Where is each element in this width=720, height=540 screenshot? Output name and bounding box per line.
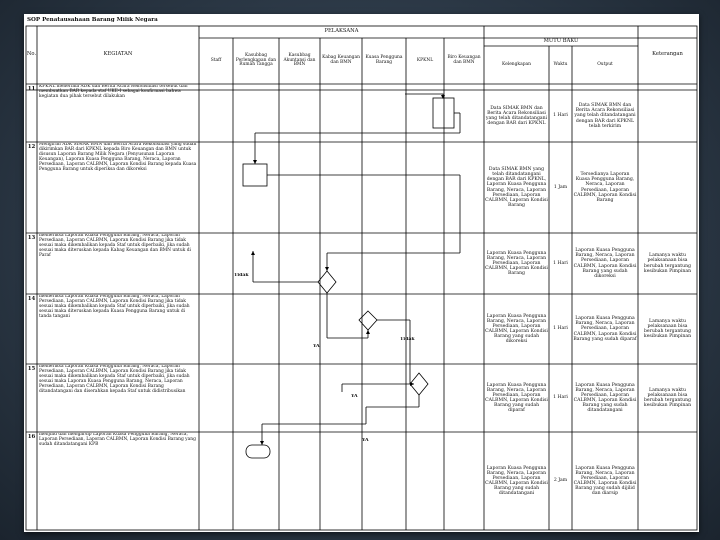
header-mutu-output: Output xyxy=(597,61,613,67)
row-12-waktu: 1 Jam xyxy=(553,184,568,190)
row-14-kegiatan: memeriksa Laporan Kuasa Pengguna Barang, Neraca, Laporan Persediaan, Laporan CALBMN, Laporan Kondisi Barang jika tidak sesuai maka dikembalikan kepada Staf untuk diperbaiki, jika sudah sesuai maka diteruskan kepada Kuasa Pengguna Barang untuk di tanda tangani xyxy=(39,295,190,319)
row-11-keterangan xyxy=(639,90,696,142)
header-actor-kasubbag-perlengkapan: Kasubbag Perlengkapan dan Rumah Tangga xyxy=(235,52,277,68)
header-actor-kabag: Kabag Keuangan dan BMN xyxy=(322,55,360,65)
row-11-kegiatan: KPKNL menerima ADK dan Berita Acara Rekonsiliasi tersebut dan membuatkan BAR kepada staf UKE-I sebagai konfirmasi bahwa kegiatan dua pihak tersebut dilakukan xyxy=(39,85,188,99)
flow-label-ya-2: YA xyxy=(351,394,358,399)
row-12-no: 12 xyxy=(27,144,36,150)
row-16-keterangan xyxy=(639,432,696,530)
header-no: No. xyxy=(26,51,37,58)
flow-label-ya-1: YA xyxy=(313,344,320,349)
row-13-keterangan: Lamanya waktu pelaksanaan bisa berubah tergantung kesibukan Pimpinan xyxy=(643,253,692,274)
document-title: SOP Penatausahaan Barang Milik Negara xyxy=(27,17,158,23)
sop-sheet xyxy=(24,14,699,532)
row-12-keterangan xyxy=(639,142,696,233)
header-actor-biro: Biro Keuangan dan BMN xyxy=(447,55,481,65)
row-16-no: 16 xyxy=(27,434,36,440)
row-12-kegiatan: Mengirim ADK SIMAK BMN dan Berita Acara Rekonsiliasi yang sudah dikirimkan BAR dari KPKNL kepada Biro Keuangan dan BMN untuk disusun Laporan Barang Milik Negara (Penyusunan Laporan Keuangan), Laporan Kuasa Pengguna Barang, Neraca, Laporan Persediaan, Laporan CALBMN, Laporan Kondisi Barang kepada Kuasa Pengguna Barang untuk diperiksa dan dikoreksi xyxy=(39,143,197,172)
header-actor-kpb: Kuasa Pengguna Barang xyxy=(365,55,403,65)
flow-label-ya-3: YA xyxy=(362,438,369,443)
row-13-waktu: 1 Hari xyxy=(553,260,568,266)
row-14-kelengkapan: Laporan Kuasa Pengguna Barang, Neraca, Laporan Persediaan, Laporan CALBMN, Laporan Kondisi Barang yang sudah dikoreksi xyxy=(485,313,548,345)
decision-akuntansi xyxy=(318,271,336,293)
row-11-kelengkapan: Data SIMAK BMN dan Berita Acara Rekonsiliasi yang telah ditandatangani dengan BAR dari KPKNL xyxy=(485,105,548,127)
header-mutu-waktu: Waktu xyxy=(553,61,568,67)
row-14-output: Laporan Kuasa Pengguna Barang, Neraca, Laporan Persediaan, Laporan CALBMN, Laporan Kondisi Barang yang sudah diparaf xyxy=(573,316,637,342)
row-16-output: Laporan Kuasa Pengguna Barang, Neraca, Laporan Persediaan, Laporan CALBMN, Laporan Kondisi Barang yang sudah dijilid dan diarsip xyxy=(573,465,637,497)
row-14-waktu: 1 Hari xyxy=(553,326,568,332)
row-12-kelengkapan: Data SIMAK BMN yang telah ditandatangani dengan BAR dari KPKNL, Laporan Kuasa Pengguna Barang, Neraca, Laporan Persediaan, Laporan CALBMN, Laporan Kondisi Barang xyxy=(485,166,548,208)
row-11-output: Data SIMAK BMN dan Berita Acara Rekonsiliasi yang telah ditandatangani dengan BAR dari KPKNL telah terkirim xyxy=(574,103,636,129)
row-15-no: 15 xyxy=(27,366,36,372)
row-15-kegiatan: memeriksa Laporan Kuasa Pengguna Barang, Neraca, Laporan Persediaan, Laporan CALBMN, Laporan Kondisi Barang jika tidak sesuai maka dikembalikan kepada Staf untuk diperbaiki, jika sudah sesuai maka Laporan Kuasa Pengguna Barang, Neraca, Laporan Persediaan, Laporan CALBMN, Laporan Kondisi Barang ditandatangani dan diserahkan kepada Staf untuk didistribusikan xyxy=(39,365,190,394)
row-14-no: 14 xyxy=(27,296,36,302)
row-13-kelengkapan: Laporan Kuasa Pengguna Barang, Neraca, Laporan Persediaan, Laporan CALBMN, Laporan Kondisi Barang xyxy=(485,250,548,277)
row-13-kegiatan: memeriksa Laporan Kuasa Pengguna Barang, Neraca, Laporan Persediaan, Laporan CALBMN, Laporan Kondisi Barang jika tidak sesuai maka dikembalikan kepada Staf untuk diperbaiki, jika sudah sesuai maka diteruskan kepada Kabag Keuangan dan BMN untuk di Paraf xyxy=(39,234,191,258)
row-16-waktu: 2 Jam xyxy=(553,478,568,484)
header-keterangan: Keterangan xyxy=(652,51,683,58)
row-13-no: 13 xyxy=(27,235,36,241)
header-pelaksana: PELAKSANA xyxy=(324,28,359,35)
header-mutu-kelengkapan: Kelengkapan xyxy=(502,61,531,67)
row-11-waktu: 1 Hari xyxy=(553,113,568,119)
header-kegiatan: KEGIATAN xyxy=(103,51,133,58)
row-16-kegiatan: menjilid dan mengarsip Laporan Kuasa Pengguna Barang, Neraca, Laporan Persediaan, Laporan CALBMN, Laporan Kondisi Barang yang sudah ditandatangani KPB xyxy=(39,433,196,447)
row-16-kelengkapan: Laporan Kuasa Pengguna Barang, Neraca, Laporan Persediaan, Laporan CALBMN, Laporan Kondisi Barang yang sudah ditandatangani xyxy=(485,465,548,497)
header-actor-kasubbag-akuntansi: Kasubbag Akuntansi dan BMN xyxy=(283,52,316,68)
flow-label-tidak-2: Tidak xyxy=(400,337,415,342)
process-box-staff xyxy=(243,164,267,186)
row-15-keterangan: Lamanya waktu pelaksanaan bisa berubah tergantung kesibukan Pimpinan xyxy=(643,387,692,409)
process-box-kpknl xyxy=(433,98,454,128)
row-13-output: Laporan Kuasa Pengguna Barang, Neraca, Laporan Persediaan, Laporan CALBMN, Laporan Kondisi Barang yang sudah dikoreksi xyxy=(573,248,637,279)
header-actor-kpknl: KPKNL xyxy=(416,57,434,63)
header-actor-staff: Staff xyxy=(210,57,222,63)
row-14-keterangan: Lamanya waktu pelaksanaan bisa berubah tergantung kesibukan Pimpinan xyxy=(643,318,692,340)
flow-label-tidak-1: Tidak xyxy=(234,273,249,278)
row-15-output: Laporan Kuasa Pengguna Barang, Neraca, Laporan Persediaan, Laporan CALBMN, Laporan Kondisi Barang yang sudah ditandatangani xyxy=(573,382,637,414)
row-11-no: 11 xyxy=(27,86,36,92)
terminator-end xyxy=(246,445,270,458)
row-12-output: Tersedianya Laporan Kuasa Pengguna Barang, Neraca, Laporan Persediaan, Laporan CALBMN, Laporan Kondisi Barang xyxy=(573,172,637,203)
row-15-kelengkapan: Laporan Kuasa Pengguna Barang, Neraca, Laporan Persediaan, Laporan CALBMN, Laporan Kondisi Barang yang sudah diparaf xyxy=(485,382,548,414)
row-15-waktu: 1 Hari xyxy=(553,395,568,401)
header-mutu-baku: MUTU BAKU xyxy=(543,38,579,45)
